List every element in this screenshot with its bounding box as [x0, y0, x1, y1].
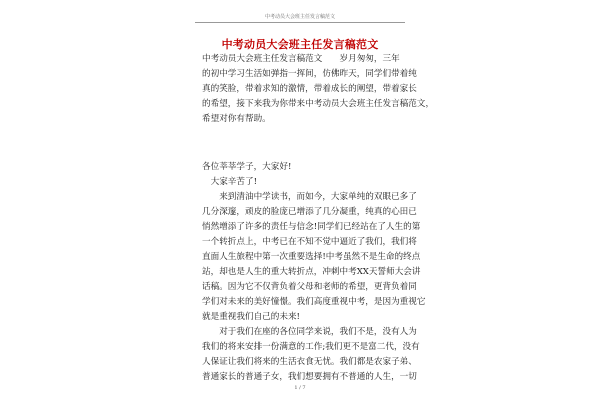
text-line: 中考动员大会班主任发言稿范文 岁月匆匆，三年	[202, 54, 400, 64]
intro-paragraph	[202, 52, 435, 127]
text-line: 话稿。因为它不仅背负着父母和老师的希望，更背负着同	[202, 282, 417, 292]
text-line: 一个转折点上，中考已在不知不觉中逼近了我们，我们将	[202, 237, 417, 247]
text-line: 学们对未来的美好憧憬。我们高度重视中考，是因为重视它	[202, 297, 426, 307]
running-header: 中考动员大会班主任发言稿范文	[264, 14, 335, 20]
text-line: 真的笑脸，带着求知的激情，带着成长的阐望，带着家长	[202, 84, 417, 94]
page-number: 1 / 7	[294, 385, 306, 391]
text-line: 我们的将来安排一份满意的工作;我们更不是富二代，没有	[202, 342, 420, 352]
header-rule	[195, 22, 405, 23]
speech-body	[202, 160, 426, 385]
greeting-line: 各位莘莘学子，大家好!	[202, 162, 292, 172]
text-line: 对于我们在座的各位同学来说，我们不是，没有人为	[202, 327, 417, 337]
text-line: 希望对你有帮助。	[202, 114, 271, 124]
text-line: 就是重视我们自己的未来!	[202, 312, 300, 322]
text-line: 来到清油中学读书，而如今，大家单纯的双眼已多了	[202, 192, 417, 202]
text-line: 站，却也是人生的重大转折点，冲刺中考XX天誓师大会讲	[202, 267, 421, 277]
text-line: 大家辛苦了!	[202, 177, 258, 187]
text-line: 普通家长的普通子女，我们想要拥有不普通的人生，一切	[202, 372, 417, 382]
text-line: 的初中学习生活如弹指一挥间，仿佛昨天，同学们带着纯	[202, 69, 417, 79]
document-title: 中考动员大会班主任发言稿范文	[221, 38, 379, 51]
text-line: 悄然增添了许多的责任与信念!同学们已经站在了人生的第	[202, 222, 421, 232]
text-line: 人保证让我们将来的生活衣食无忧。我们都是农家子弟、	[202, 357, 417, 367]
text-line: 几分深邃，顽皮的脸庞已增添了几分凝重，纯真的心田已	[202, 207, 417, 217]
text-line: 的希望，接下来我为你带来中考动员大会班主任发言稿范文，	[202, 99, 435, 109]
text-line: 直面人生旅程中第一次重要选择!中考虽然不是生命的终点	[202, 252, 421, 262]
